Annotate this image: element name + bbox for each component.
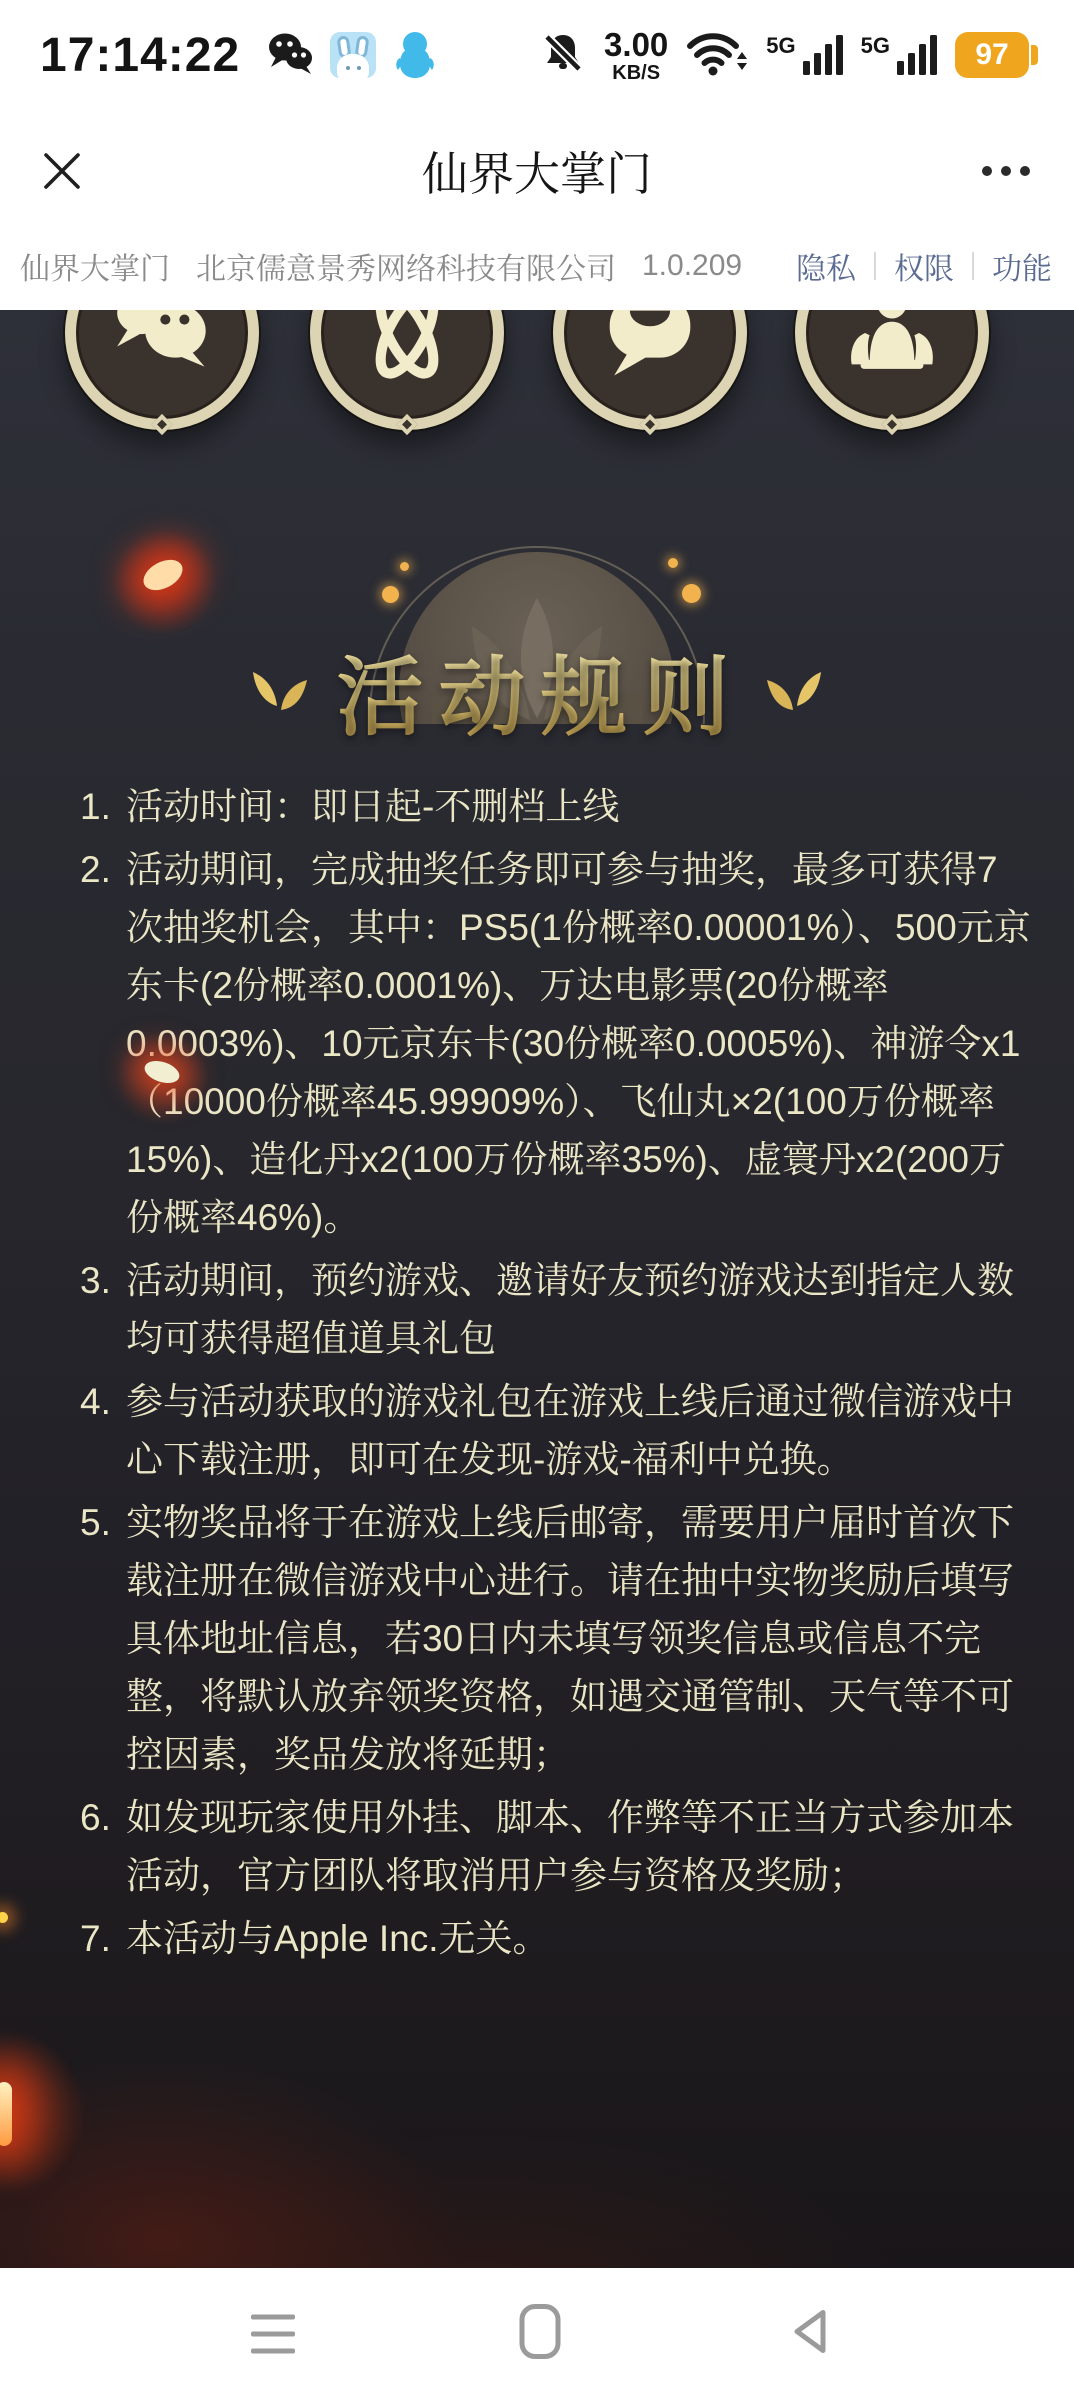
gold-dot [400,562,409,571]
app-name: 仙界大掌门 [20,253,170,286]
rule-item: 1. 活动时间：即日起-不删档上线 [80,786,620,827]
status-bar [0,0,1074,110]
rule-item: 5. 实物奖品将于在游戏上线后邮寄，需要用户届时首次下载注册在微信游戏中心进行。请在抽中实物奖励后填写具体地址信息，若30日内未填写领奖信息或信息不完整，将默认放弃领奖资格，如遇交通管制、天气等不可控因素，奖品发放将延期； [80,1502,1014,1775]
gold-dot [668,558,678,568]
privacy-link[interactable]: 隐私 [796,253,856,286]
battery-percent: 97 [955,32,1029,78]
wechat-icon [266,31,314,80]
activity-rules-page [0,310,1074,2268]
clock: 17:14:22 [40,28,241,82]
page-title: 仙界大掌门 [422,148,652,200]
more-icon[interactable] [973,166,1030,176]
ember-spark [0,1912,8,1923]
features-link[interactable]: 功能 [992,253,1052,286]
divider [972,252,974,280]
rabbit-app-icon [330,32,376,78]
rule-item: 6. 如发现玩家使用外挂、脚本、作弊等不正当方式参加本活动，官方团队将取消用户参与资格及奖励； [80,1797,1014,1896]
leaf-ornament-icon [763,660,827,720]
rule-item: 4. 参与活动获取的游戏礼包在游戏上线后通过微信游戏中心下载注册，即可在发现-游戏-福利中兑换。 [80,1381,1014,1480]
rule-item: 2. 活动期间，完成抽奖任务即可参与抽奖，最多可获得7次抽奖机会，其中：PS5(1份概率0.00001%）、500元京东卡(2份概率0.0001%)、万达电影票(20份概率0.0003%)、10元京东卡(30份概率0.0005%)、神游令x1（10000份概率45.99909%）、飞仙丸×2(100万份概率15%)、造化丹x2(100万份概率35%)、虚寰丹x2(200万份概率46%)。 [80,849,1031,1238]
battery-icon [955,32,1038,78]
ember-spark [0,2082,12,2146]
network-speed: 3.00 KB/S [604,25,669,84]
rule-item: 7. 本活动与Apple Inc.无关。 [80,1918,550,1959]
close-icon[interactable] [40,149,84,193]
leaf-ornament-icon [247,660,311,720]
divider [874,252,876,280]
permissions-link[interactable]: 权限 [894,253,954,286]
version: 1.0.209 [642,249,743,282]
wechat-share-badge[interactable] [65,310,259,430]
mini-program-info-bar [0,232,1074,310]
rules-title-row [0,628,1074,752]
wifi-icon [686,30,748,81]
qq-icon [392,30,438,80]
gold-dot [382,586,399,603]
home-icon[interactable] [518,2304,562,2365]
mini-program-header [0,110,1074,232]
knot-badge[interactable] [310,310,504,430]
signal-bars-icon-2: 5G [861,35,937,75]
chat-bubble-badge[interactable] [553,310,747,430]
rule-item: 3. 活动期间，预约游戏、邀请好友预约游戏达到指定人数均可获得超值道具礼包 [80,1260,1014,1359]
gold-dot [682,584,701,603]
rules-list [80,778,1034,1973]
community-badge[interactable] [795,310,989,430]
company-name: 北京儒意景秀网络科技有限公司 [196,253,616,286]
system-nav-bar [0,2268,1074,2400]
menu-icon[interactable] [251,2315,295,2354]
muted-bell-icon [540,30,586,81]
signal-bars-icon: 5G [766,35,842,75]
back-icon[interactable] [790,2308,830,2361]
rules-title: 活动规则 [329,628,753,752]
